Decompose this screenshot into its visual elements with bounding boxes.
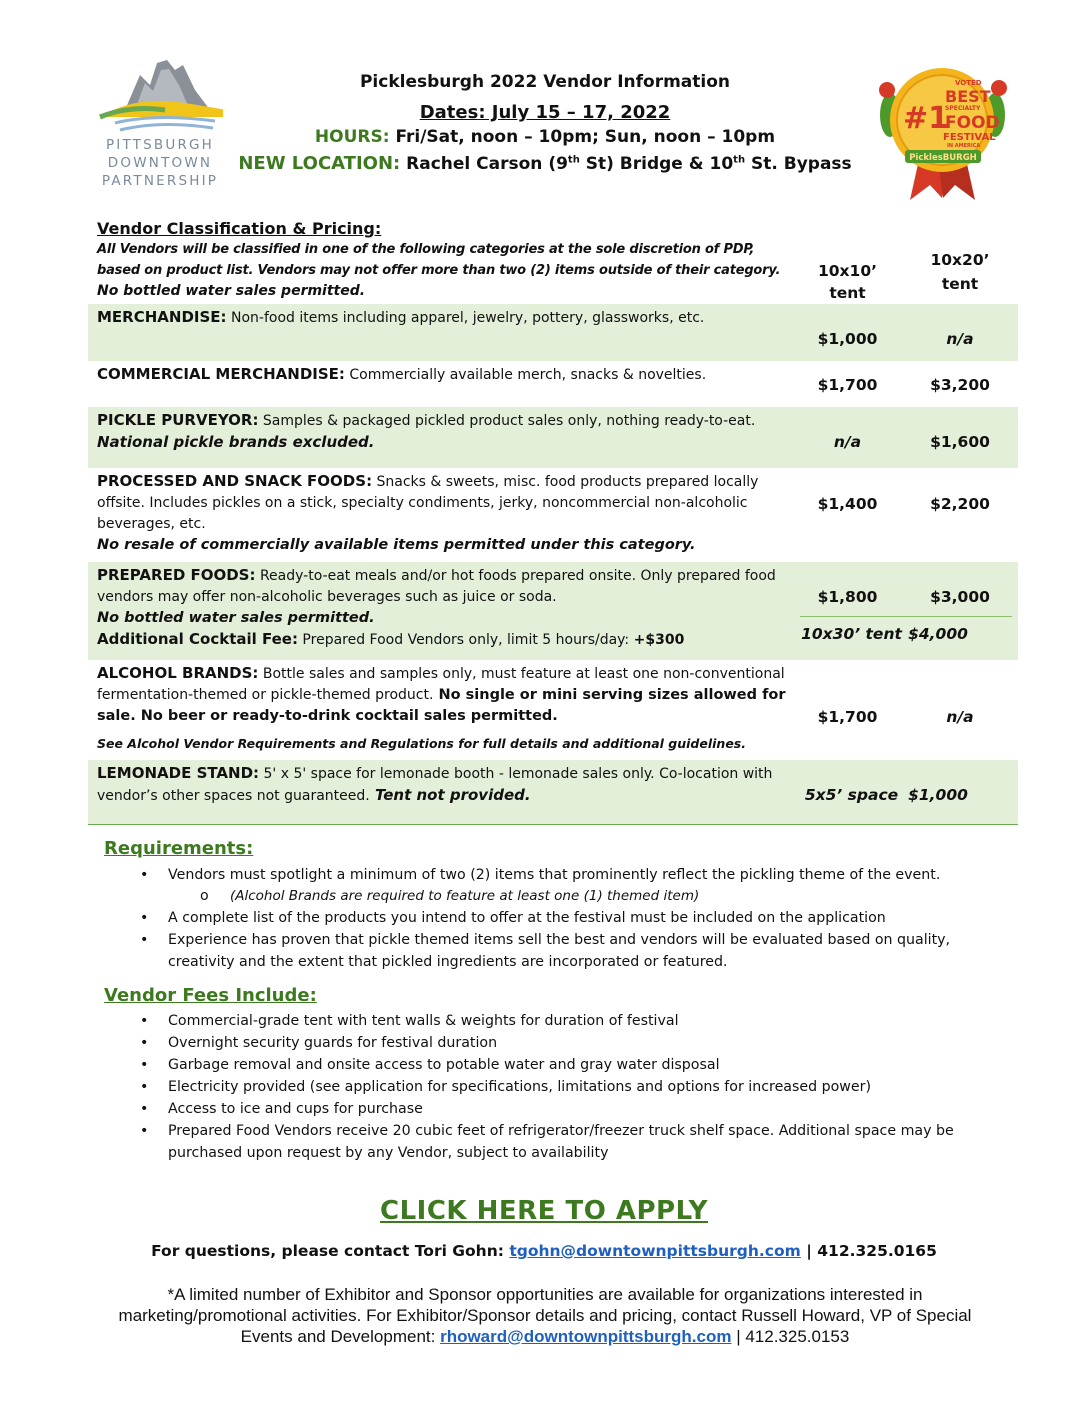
badge-specialty: SPECIALTY	[945, 105, 981, 112]
pickle-name: PICKLE PURVEYOR:	[97, 411, 259, 429]
table-row-alcohol-brands	[88, 660, 1018, 760]
pickle-price-10x10: n/a	[833, 433, 862, 451]
bullet: •	[140, 867, 149, 883]
contact-prefix: For questions, please contact Tori Gohn:	[151, 1242, 510, 1260]
bullet: •	[140, 1057, 149, 1073]
fees-heading: Vendor Fees Include:	[104, 985, 317, 1006]
title-block	[230, 72, 860, 174]
footer-note	[95, 1284, 995, 1347]
fee-text: Prepared Food Vendors receive 20 cubic feet of refrigerator/freezer truck shelf space. Additional space may be purchased upon request by any Vendor, subject to availability	[168, 1123, 954, 1161]
bullet: •	[140, 1035, 149, 1051]
lemonade-space: 5x5’ space	[804, 786, 899, 804]
prepared-30-label: 10x30’ tent	[801, 625, 902, 643]
requirement-subtext: (Alcohol Brands are required to feature at least one (1) themed item)	[230, 888, 700, 904]
footer-phone: | 412.325.0153	[731, 1327, 850, 1346]
requirement-text: Experience has proven that pickle themed items sell the best and vendors will be evaluated based on quality, creativity and the extent that pickled ingredients are incorporated or featured.	[168, 932, 951, 970]
prepared-note: No bottled water sales permitted.	[97, 610, 375, 626]
col2-line1: 10x20’	[930, 251, 990, 269]
alcohol-name: ALCOHOL BRANDS:	[97, 664, 259, 682]
badge-num: #1	[903, 101, 950, 136]
prepared-price-10x10: $1,800	[817, 588, 878, 606]
prepared-text: Ready-to-eat meals and/or hot foods prepared onsite. Only prepared food vendors may offer non-alcoholic beverages such as juice or soda.	[97, 568, 776, 605]
location-part3: St. Bypass	[745, 154, 852, 174]
processed-desc	[97, 471, 787, 556]
col1-line1: 10x10’	[817, 262, 878, 280]
footer-text: *A limited number of Exhibitor and Sponsor opportunities are available for organizations interested in marketing/promotional activities. For Exhibitor/Sponsor details and pricing, contact Russell Howard, VP of Special Events and Development:	[118, 1285, 972, 1346]
bullet: •	[140, 1101, 149, 1117]
intro-line-2: based on product list. Vendors may not offer more than two (2) items outside of their category.	[97, 263, 781, 278]
fee-text: Overnight security guards for festival duration	[168, 1035, 498, 1051]
fee-text: Electricity provided (see application for specifications, limitations and options for increased power)	[168, 1079, 872, 1095]
contact-phone: | 412.325.0165	[800, 1242, 937, 1260]
intro-line-3: No bottled water sales permitted.	[97, 283, 366, 299]
table-intro	[97, 218, 787, 302]
lemonade-desc	[97, 763, 787, 807]
lemonade-note: Tent not provided.	[369, 786, 531, 804]
lemonade-text: 5' x 5' space for lemonade booth - lemonade sales only. Co-location with vendor’s other spaces not guaranteed.	[97, 766, 773, 804]
apply-link[interactable]: CLICK HERE TO APPLY	[380, 1196, 708, 1226]
table-row-merchandise	[88, 304, 1018, 361]
dates-heading: Dates: July 15 – 17, 2022	[419, 102, 671, 123]
alcohol-price-10x20: n/a	[946, 708, 974, 726]
alcohol-text: Bottle sales and samples only, must feature at least one non-conventional fermentation-themed or pickle-themed product.	[97, 666, 785, 703]
alcohol-note: See Alcohol Vendor Requirements and Regulations for full details and additional guidelines.	[97, 736, 746, 751]
hours-label: HOURS:	[314, 127, 390, 147]
location-line	[230, 153, 860, 174]
col-header-10x10	[800, 260, 895, 304]
badge-in-america: IN AMERICA	[947, 143, 981, 149]
pricing-table	[88, 218, 1018, 825]
fee-text: Access to ice and cups for purchase	[168, 1101, 423, 1117]
prepared-desc	[97, 565, 787, 651]
processed-price-10x20: $2,200	[930, 495, 990, 513]
pickle-text: Samples & packaged pickled product sales only, nothing ready-to-eat.	[258, 413, 756, 429]
lemonade-name: LEMONADE STAND:	[97, 764, 260, 782]
hours-value: Fri/Sat, noon – 10pm; Sun, noon – 10pm	[395, 127, 776, 147]
lemonade-price: $1,000	[908, 786, 968, 804]
commercial-name: COMMERCIAL MERCHANDISE:	[97, 365, 345, 383]
prepared-30-price: $4,000	[908, 625, 968, 643]
location-part2: St) Bridge & 10	[579, 154, 734, 174]
badge-food: FOOD	[945, 113, 1000, 133]
table-row-lemonade-stand	[88, 760, 1018, 825]
badge-icon	[875, 60, 1010, 200]
badge-brand: PicklesBURGH	[909, 153, 977, 163]
table-row-processed-snack-foods	[88, 468, 1018, 562]
commercial-price-10x20: $3,200	[930, 376, 990, 394]
prepared-price-10x20: $3,000	[930, 588, 990, 606]
alcohol-bold-text: No single or mini serving sizes allowed for sale. No beer or ready-to-drink cocktail sales permitted.	[97, 687, 786, 724]
merch-text: Non-food items including apparel, jewelry, pottery, glassworks, etc.	[226, 310, 705, 326]
badge-best: BEST	[945, 87, 991, 106]
skyline-icon	[95, 55, 225, 135]
processed-price-10x10: $1,400	[817, 495, 878, 513]
bullet: •	[140, 1013, 149, 1029]
bullet: •	[140, 932, 149, 948]
pickle-note: National pickle brands excluded.	[97, 433, 375, 451]
contact-email-link[interactable]: tgohn@downtownpittsburgh.com	[509, 1242, 801, 1260]
processed-note: No resale of commercially available items permitted under this category.	[97, 537, 696, 553]
best-food-festival-badge	[875, 60, 1010, 200]
logo-line-3: PARTNERSHIP	[101, 173, 219, 189]
location-part1: Rachel Carson (9	[406, 154, 568, 174]
bullet: •	[140, 1079, 149, 1095]
commercial-price-10x10: $1,700	[817, 376, 878, 394]
location-label: NEW LOCATION:	[238, 153, 401, 174]
fee-text: Garbage removal and onsite access to potable water and gray water disposal	[168, 1057, 720, 1073]
table-row-commercial-merchandise	[88, 361, 1018, 407]
table-header-row	[88, 218, 1018, 304]
footer-email-link[interactable]: rhoward@downtownpittsburgh.com	[440, 1327, 732, 1346]
merch-price-10x10: $1,000	[817, 330, 878, 348]
logo-line-1: PITTSBURGH	[105, 137, 215, 153]
col1-line2: tent	[829, 284, 866, 302]
logo-line-2: DOWNTOWN	[107, 155, 213, 171]
page-title: Picklesburgh 2022 Vendor Information	[359, 72, 731, 92]
badge-voted: VOTED	[955, 79, 982, 87]
requirement-text: A complete list of the products you intend to offer at the festival must be included on the application	[168, 910, 886, 926]
table-row-pickle-purveyor	[88, 407, 1018, 468]
sub-bullet: o	[200, 888, 209, 904]
merch-desc	[97, 307, 787, 329]
requirements-heading: Requirements:	[104, 838, 254, 859]
bullet: •	[140, 1123, 149, 1139]
alcohol-price-10x10: $1,700	[817, 708, 878, 726]
requirement-text: Vendors must spotlight a minimum of two (2) items that prominently reflect the pickling theme of the event.	[168, 867, 941, 883]
badge-festival: FESTIVAL	[943, 132, 996, 143]
cocktail-fee-label: Additional Cocktail Fee:	[97, 630, 298, 648]
fee-text: Commercial-grade tent with tent walls & weights for duration of festival	[168, 1013, 679, 1029]
pickle-price-10x20: $1,600	[930, 433, 990, 451]
intro-line-1: All Vendors will be classified in one of the following categories at the sole discretion of PDP,	[97, 242, 755, 257]
prepared-divider	[800, 616, 1012, 617]
merch-name: MERCHANDISE:	[97, 308, 227, 326]
processed-text: Snacks & sweets, misc. food products prepared locally offsite. Includes pickles on a stick, specialty condiments, jerky, noncommercial non-alcoholic beverages, etc.	[97, 474, 759, 532]
commercial-text: Commercially available merch, snacks & novelties.	[344, 367, 707, 383]
cocktail-fee-text: Prepared Food Vendors only, limit 5 hours/day:	[297, 632, 634, 648]
hours-line	[230, 127, 860, 147]
commercial-desc	[97, 364, 787, 386]
alcohol-desc	[97, 663, 787, 754]
col2-line2: tent	[941, 275, 979, 293]
classification-heading: Vendor Classification & Pricing:	[97, 219, 382, 238]
merch-price-10x20: n/a	[946, 330, 974, 348]
pickle-desc	[97, 410, 787, 453]
processed-name: PROCESSED AND SNACK FOODS:	[97, 472, 373, 490]
pdp-logo	[95, 55, 225, 195]
sup-2: th	[733, 154, 746, 166]
contact-line	[0, 1242, 1088, 1260]
bullet: •	[140, 910, 149, 926]
col-header-10x20	[910, 248, 1010, 296]
prepared-name: PREPARED FOODS:	[97, 566, 256, 584]
sup-1: th	[567, 154, 580, 166]
cocktail-fee-amount: +$300	[633, 632, 685, 648]
table-row-prepared-foods	[88, 562, 1018, 660]
